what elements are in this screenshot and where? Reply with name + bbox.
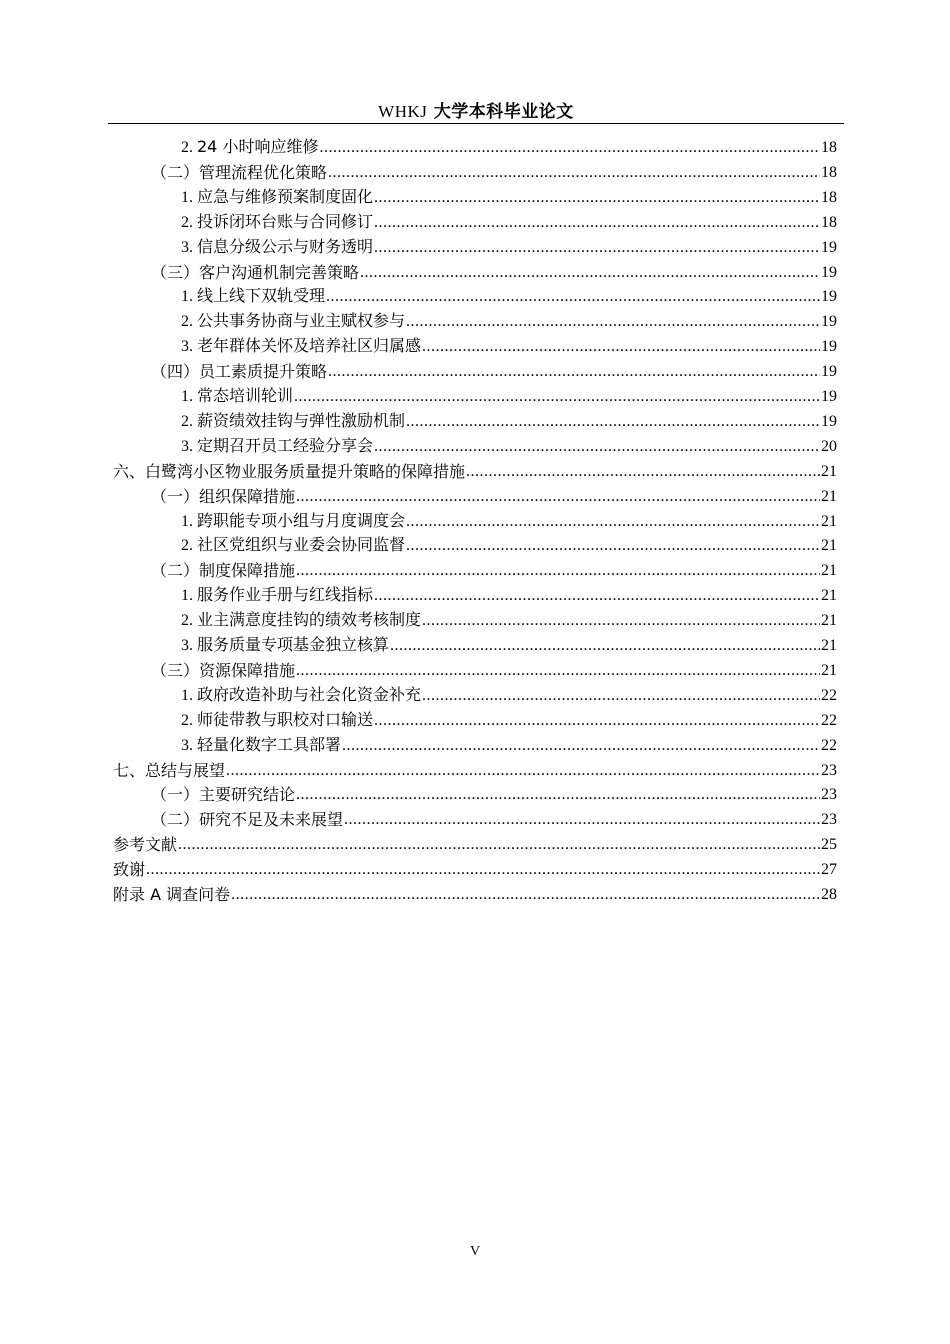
toc-entry-page: 19 xyxy=(821,412,837,430)
toc-entry-label xyxy=(181,336,421,357)
toc-entry-label xyxy=(181,735,341,756)
toc-leader-dots xyxy=(390,636,820,656)
toc-entry-page: 18 xyxy=(821,163,837,181)
toc-entry[interactable] xyxy=(151,781,837,805)
toc-entry-prefix: 1. xyxy=(181,388,197,405)
toc-entry-label xyxy=(113,462,465,482)
toc-entry-text: 七、总结与展望 xyxy=(113,760,226,780)
toc-entry-label xyxy=(181,386,293,407)
toc-entry[interactable] xyxy=(181,682,837,706)
toc-entry-prefix: 3. xyxy=(181,437,197,455)
toc-leader-dots xyxy=(374,213,820,233)
toc-entry-prefix: 2. xyxy=(181,711,197,729)
toc-leader-dots xyxy=(344,810,820,830)
toc-entry-page: 28 xyxy=(821,886,837,903)
toc-leader-dots xyxy=(406,412,820,432)
toc-entry-page: 19 xyxy=(821,338,837,356)
toc-leader-dots xyxy=(422,686,820,706)
toc-entry[interactable] xyxy=(181,433,837,457)
toc-entry-label xyxy=(113,885,230,905)
toc-entry-prefix: （三） xyxy=(151,262,200,282)
toc-entry-label xyxy=(151,163,327,183)
toc-entry-page: 21 xyxy=(821,562,837,580)
toc-entry-prefix: 1. xyxy=(181,512,197,530)
toc-leader-dots xyxy=(466,462,820,482)
toc-leader-dots xyxy=(226,761,820,781)
toc-entry-prefix: 3. xyxy=(181,238,197,256)
toc-entry[interactable] xyxy=(151,557,837,581)
toc-entry[interactable] xyxy=(181,532,837,556)
toc-entry-label xyxy=(151,661,295,681)
toc-entry-text: 研究不足及未来展望 xyxy=(199,810,344,830)
toc-entry-label xyxy=(181,311,405,332)
toc-entry[interactable] xyxy=(181,134,837,158)
toc-entry[interactable] xyxy=(181,234,837,258)
toc-leader-dots xyxy=(328,163,820,183)
toc-entry[interactable] xyxy=(181,308,837,332)
page-number: V xyxy=(469,1244,481,1259)
header-title-latin: WHKJ xyxy=(378,102,428,121)
toc-entry-text: 老年群体关怀及培养社区归属感 xyxy=(197,336,422,356)
toc-entry-text: 轻量化数字工具部署 xyxy=(197,734,342,754)
toc-entry-page: 21 xyxy=(821,487,837,505)
toc-entry-text: 社区党组织与业委会协同监督 xyxy=(197,535,406,555)
toc-leader-dots xyxy=(406,512,820,532)
toc-entry-prefix: 2. xyxy=(181,313,197,331)
toc-entry-page: 23 xyxy=(821,786,837,804)
toc-entry-page: 21 xyxy=(821,661,837,679)
toc-leader-dots xyxy=(374,711,820,731)
toc-entry[interactable] xyxy=(113,831,837,855)
toc-entry-page: 27 xyxy=(821,861,837,879)
toc-entry-prefix: 2. xyxy=(181,412,197,430)
toc-entry-label xyxy=(113,835,177,855)
toc-entry-label xyxy=(151,263,359,283)
toc-entry-text: 员工素质提升策略 xyxy=(199,362,328,382)
toc-leader-dots xyxy=(296,661,820,681)
toc-entry-page: 19 xyxy=(821,263,837,281)
toc-leader-dots xyxy=(422,337,820,357)
toc-entry-page: 23 xyxy=(821,761,837,779)
toc-leader-dots xyxy=(296,785,820,805)
toc-entry-label xyxy=(181,535,405,556)
toc-entry-text: 制度保障措施 xyxy=(199,561,296,581)
toc-leader-dots xyxy=(231,885,820,905)
toc-entry[interactable] xyxy=(151,806,837,830)
toc-leader-dots xyxy=(326,287,820,307)
toc-entry-label xyxy=(181,137,318,158)
toc-entry[interactable] xyxy=(181,283,837,307)
toc-entry-page: 19 xyxy=(821,388,837,405)
toc-leader-dots xyxy=(294,387,820,407)
toc-leader-dots xyxy=(319,138,820,158)
toc-entry-text: 组织保障措施 xyxy=(199,486,296,506)
toc-leader-dots xyxy=(342,736,820,756)
toc-entry-text: 资源保障措施 xyxy=(199,660,296,680)
toc-entry[interactable] xyxy=(151,358,837,382)
toc-leader-dots xyxy=(406,312,820,332)
toc-entry-page: 18 xyxy=(821,188,837,206)
toc-leader-dots xyxy=(374,188,820,208)
toc-entry-text: 跨职能专项小组与月度调度会 xyxy=(197,510,406,530)
toc-entry-page: 22 xyxy=(821,736,837,754)
toc-entry-text: 应急与维修预案制度固化 xyxy=(197,186,374,206)
toc-entry-prefix: 1. xyxy=(181,686,197,704)
toc-entry-prefix: 2. xyxy=(181,612,197,630)
toc-entry[interactable] xyxy=(113,458,837,482)
toc-entry[interactable] xyxy=(181,333,837,357)
toc-entry-label xyxy=(151,561,295,581)
toc-entry-text: 线上线下双轨受理 xyxy=(197,286,326,306)
toc-entry-text: 附录 A 调查问卷 xyxy=(113,885,231,904)
toc-entry-label xyxy=(181,212,373,233)
toc-entry[interactable] xyxy=(113,856,837,880)
toc-entry-page: 19 xyxy=(821,288,837,306)
toc-leader-dots xyxy=(374,437,820,457)
toc-entry-label xyxy=(151,810,343,830)
toc-entry-label xyxy=(151,362,327,382)
toc-entry-label xyxy=(181,237,373,258)
toc-entry[interactable] xyxy=(181,582,837,606)
toc-entry-prefix: 2. xyxy=(181,537,197,555)
toc-leader-dots xyxy=(422,611,820,631)
toc-entry-prefix: （一） xyxy=(151,486,200,506)
toc-entry-label xyxy=(181,710,373,731)
toc-entry-page: 19 xyxy=(821,313,837,331)
toc-entry-label xyxy=(181,585,373,606)
toc-entry-prefix: （一） xyxy=(151,785,200,805)
toc-leader-dots xyxy=(374,586,820,606)
toc-entry-page: 21 xyxy=(821,612,837,630)
toc-entry-page: 22 xyxy=(821,711,837,729)
toc-entry[interactable] xyxy=(181,732,837,756)
toc-entry-page: 22 xyxy=(821,686,837,704)
toc-entry-label xyxy=(181,635,389,656)
toc-entry-label xyxy=(151,487,295,507)
toc-entry[interactable] xyxy=(181,209,837,233)
toc-entry-page: 21 xyxy=(821,462,837,480)
toc-entry[interactable] xyxy=(113,881,837,905)
toc-entry-text: 薪资绩效挂钩与弹性激励机制 xyxy=(197,410,406,430)
toc-entry[interactable] xyxy=(181,184,837,208)
toc-entry[interactable] xyxy=(151,159,837,183)
toc-leader-dots xyxy=(296,561,820,581)
toc-entry-label xyxy=(181,187,373,208)
toc-entry-label xyxy=(181,610,421,631)
toc-entry-page: 21 xyxy=(821,637,837,654)
toc-entry[interactable] xyxy=(113,757,837,781)
toc-entry-prefix: 2. xyxy=(181,139,197,156)
toc-entry-prefix: 3. xyxy=(181,736,197,754)
toc-entry-text: 投诉闭环台账与合同修订 xyxy=(197,211,374,231)
toc-entry-page: 21 xyxy=(821,512,837,530)
toc-entry[interactable] xyxy=(181,632,837,656)
toc-entry-page: 19 xyxy=(821,238,837,256)
toc-entry-text: 信息分级公示与财务透明 xyxy=(197,236,374,256)
toc-entry-prefix: （二） xyxy=(151,561,200,581)
toc-entry-prefix: 3. xyxy=(181,338,197,356)
toc-entry-label xyxy=(181,436,373,457)
toc-entry-text: 主要研究结论 xyxy=(199,785,296,805)
toc-entry-text: 师徒带教与职校对口输送 xyxy=(197,709,374,729)
toc-entry-prefix: 1. xyxy=(181,587,197,605)
toc-entry-text: 常态培训轮训 xyxy=(197,386,294,405)
toc-entry[interactable] xyxy=(181,383,837,407)
toc-entry-page: 21 xyxy=(821,537,837,555)
toc-leader-dots xyxy=(178,835,820,855)
toc-leader-dots xyxy=(146,860,820,880)
toc-leader-dots xyxy=(360,263,820,283)
toc-entry-prefix: （二） xyxy=(151,162,200,182)
toc-entry-text: 24 小时响应维修 xyxy=(197,137,319,156)
toc-entry-text: 服务作业手册与红线指标 xyxy=(197,585,374,605)
toc-entry[interactable] xyxy=(151,657,837,681)
toc-entry-label xyxy=(181,411,405,432)
toc-entry-text: 致谢 xyxy=(113,860,146,880)
toc-entry-prefix: （三） xyxy=(151,660,200,680)
toc-leader-dots xyxy=(374,238,820,258)
toc-entry-text: 定期召开员工经验分享会 xyxy=(197,435,374,455)
toc-entry-page: 25 xyxy=(821,836,837,854)
toc-entry-text: 政府改造补助与社会化资金补充 xyxy=(197,684,422,704)
toc-entry-page: 19 xyxy=(821,363,837,381)
toc-entry[interactable] xyxy=(151,483,837,507)
toc-entry-prefix: 3. xyxy=(181,637,197,654)
toc-entry-text: 服务质量专项基金独立核算 xyxy=(197,635,390,654)
toc-entry-label xyxy=(181,685,421,706)
toc-leader-dots xyxy=(328,362,820,382)
toc-entry-text: 参考文献 xyxy=(113,835,178,855)
toc-leader-dots xyxy=(296,487,820,507)
page-header xyxy=(108,97,844,124)
toc-entry-page: 20 xyxy=(821,437,837,455)
toc-entry-prefix: （二） xyxy=(151,810,200,830)
toc-entry-text: 客户沟通机制完善策略 xyxy=(199,262,360,282)
toc-entry[interactable] xyxy=(181,707,837,731)
header-title-cjk: 大学本科毕业论文 xyxy=(427,102,574,122)
toc-entry-prefix: 1. xyxy=(181,188,197,206)
toc-entry-text: 公共事务协商与业主赋权参与 xyxy=(197,311,406,331)
toc-entry-label xyxy=(113,860,145,880)
toc-entry-page: 21 xyxy=(821,587,837,605)
toc-entry-prefix: 1. xyxy=(181,288,197,306)
toc-entry-page: 18 xyxy=(821,213,837,231)
toc-entry-prefix: （四） xyxy=(151,362,200,382)
toc-entry-page: 23 xyxy=(821,811,837,829)
toc-entry[interactable] xyxy=(151,259,837,283)
toc-entry-page: 18 xyxy=(821,139,837,156)
toc-entry-text: 六、白鹭湾小区物业服务质量提升策略的保障措施 xyxy=(113,461,466,481)
toc-entry-text: 业主满意度挂钩的绩效考核制度 xyxy=(197,610,422,630)
toc-entry[interactable] xyxy=(181,408,837,432)
toc-leader-dots xyxy=(406,536,820,556)
toc-entry[interactable] xyxy=(181,607,837,631)
toc-entry-text: 管理流程优化策略 xyxy=(199,162,328,182)
toc-entry-prefix: 2. xyxy=(181,213,197,231)
toc-entry-label xyxy=(181,286,325,307)
toc-entry-label xyxy=(151,785,295,805)
toc-entry-label xyxy=(113,761,225,781)
toc-entry[interactable] xyxy=(181,508,837,532)
toc-entry-label xyxy=(181,511,405,532)
